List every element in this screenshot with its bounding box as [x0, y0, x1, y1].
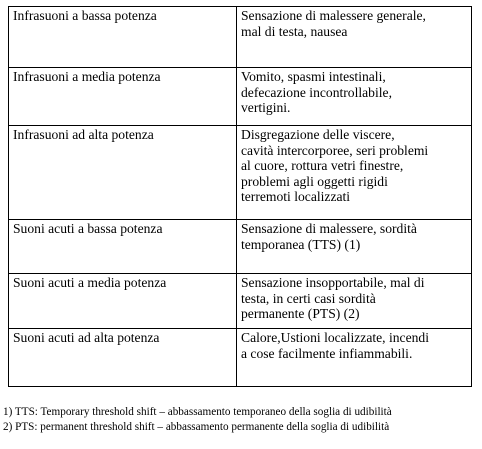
table-row — [9, 274, 472, 329]
effects-cell: Sensazione di malessere, sordità temporanea (TTS) (1) — [237, 220, 472, 274]
footnotes — [3, 405, 481, 435]
condition-cell: Suoni acuti ad alta potenza — [9, 329, 237, 387]
condition-cell: Infrasuoni a bassa potenza — [9, 7, 237, 68]
effects-cell: Calore,Ustioni localizzate, incendi a cose facilmente infiammabili. — [237, 329, 472, 387]
effects-cell: Disgregazione delle viscere, cavità intercorporee, seri problemi al cuore, rottura vetri finestre, problemi agli oggetti rigidi terremoti localizzati — [237, 126, 472, 220]
condition-cell: Infrasuoni a media potenza — [9, 68, 237, 126]
footnote-pts: 2) PTS: permanent threshold shift – abbassamento permanente della soglia di udibilità — [3, 421, 390, 433]
table-row — [9, 220, 472, 274]
effects-cell: Sensazione insopportabile, mal di testa, in certi casi sordità permanente (PTS) (2) — [237, 274, 472, 329]
condition-cell: Infrasuoni ad alta potenza — [9, 126, 237, 220]
effects-cell: Vomito, spasmi intestinali, defecazione incontrollabile, vertigini. — [237, 68, 472, 126]
effects-cell: Sensazione di malessere generale, mal di testa, nausea — [237, 7, 472, 68]
footnote-tts: 1) TTS: Temporary threshold shift – abbassamento temporaneo della soglia di udibilità — [3, 406, 392, 418]
table-row — [9, 7, 472, 68]
condition-cell: Suoni acuti a bassa potenza — [9, 220, 237, 274]
table-row — [9, 68, 472, 126]
effects-table — [8, 6, 472, 387]
condition-cell: Suoni acuti a media potenza — [9, 274, 237, 329]
table-row — [9, 329, 472, 387]
table-row — [9, 126, 472, 220]
